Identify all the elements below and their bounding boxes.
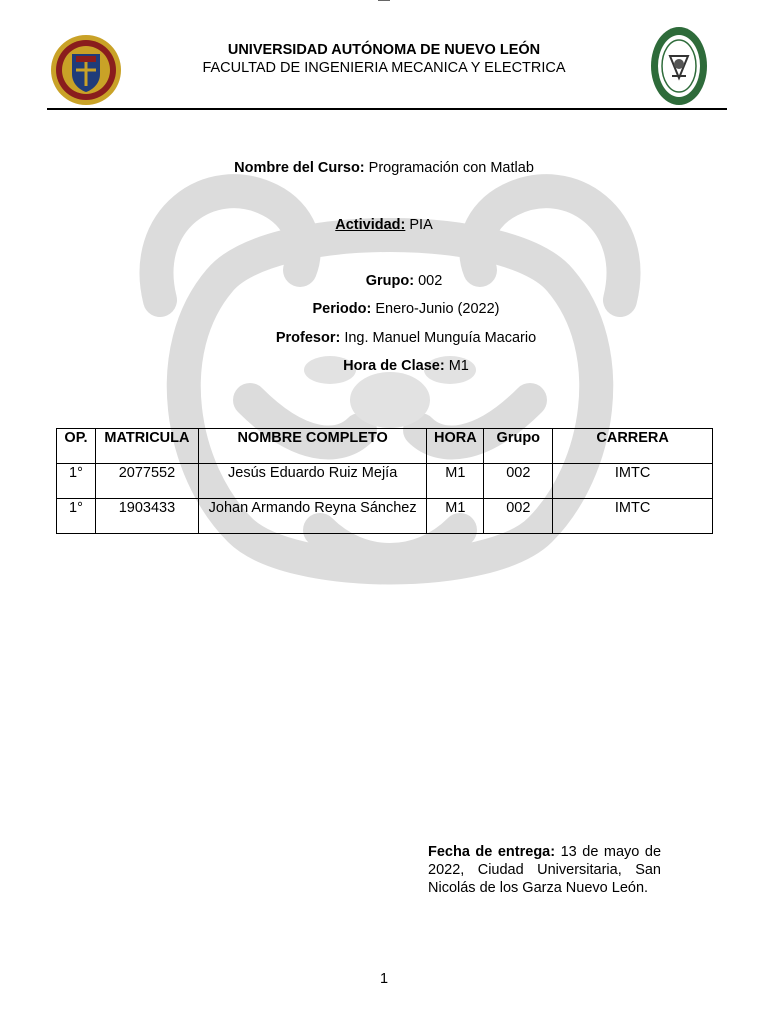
activity-label: Actividad: [335,217,406,233]
header-carrera: CARRERA [553,429,713,464]
class-hour-value: M1 [448,358,469,374]
activity-value: PIA [409,217,433,233]
cell-nombre: Johan Armando Reyna Sánchez [198,499,426,534]
cell-matricula: 1903433 [95,499,198,534]
cell-matricula: 2077552 [95,464,198,499]
group-value: 002 [418,273,443,289]
table-row [57,499,713,534]
fime-seal-logo [650,26,708,106]
period-label: Periodo: [312,301,372,317]
header-divider [47,108,727,110]
period-line [22,301,768,317]
header-hora: HORA [427,429,484,464]
page-number: 1 [379,971,389,987]
cell-hora: M1 [427,499,484,534]
cell-op: 1° [57,464,96,499]
students-table [56,428,713,534]
cell-hora: M1 [427,464,484,499]
course-label: Nombre del Curso: [234,160,365,176]
cell-grupo: 002 [484,464,553,499]
group-line [20,273,768,289]
period-value: Enero-Junio (2022) [375,301,500,317]
header-matricula: MATRICULA [95,429,198,464]
professor-value: Ing. Manuel Munguía Macario [344,330,537,346]
cell-nombre: Jesús Eduardo Ruiz Mejía [198,464,426,499]
delivery-date-label: Fecha de entrega: [428,844,556,860]
delivery-date-value: 13 de mayo de 2022, Ciudad Universitaria, San Nicolás de los Garza Nuevo León. [428,844,662,896]
document-header [0,0,768,112]
header-grupo: Grupo [484,429,553,464]
university-name: UNIVERSIDAD AUTÓNOMA DE NUEVO LEÓN [227,42,541,58]
faculty-name: FACULTAD DE INGENIERIA MECANICA Y ELECTRICA [202,60,566,76]
class-hour-line [22,358,768,374]
delivery-date-block [428,843,661,897]
table-header-row [57,429,713,464]
table-row [57,464,713,499]
cell-carrera: IMTC [553,464,713,499]
class-hour-label: Hora de Clase: [343,358,445,374]
professor-label: Profesor: [275,330,341,346]
course-value: Programación con Matlab [368,160,534,176]
group-label: Grupo: [365,273,415,289]
course-line [0,160,768,176]
professor-line [22,330,768,346]
header-op: OP. [57,429,96,464]
activity-line [0,217,768,233]
cell-op: 1° [57,499,96,534]
cell-carrera: IMTC [553,499,713,534]
cell-grupo: 002 [484,499,553,534]
header-nombre: NOMBRE COMPLETO [198,429,426,464]
